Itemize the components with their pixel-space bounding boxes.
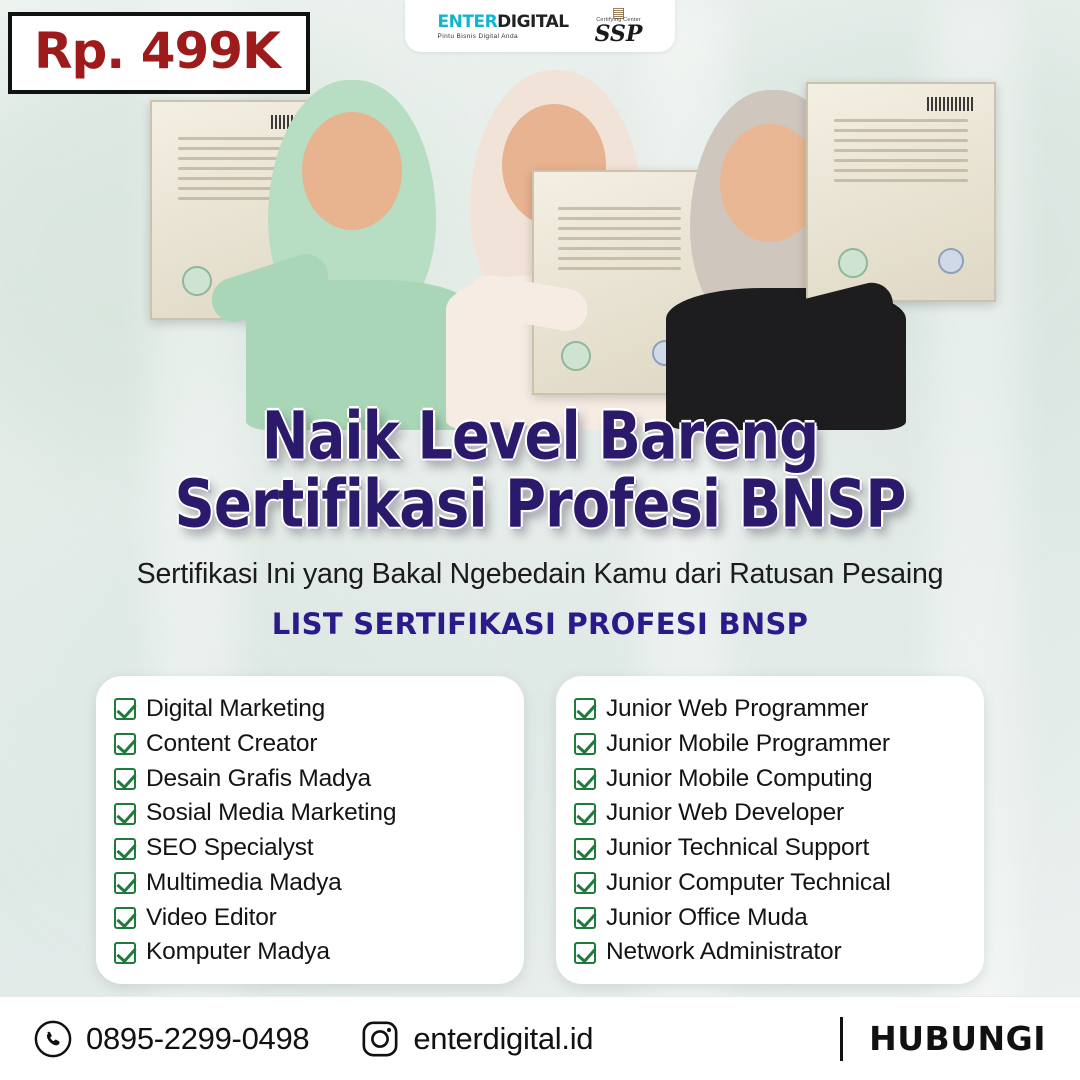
- price-badge: [8, 12, 310, 94]
- check-icon: [574, 803, 596, 825]
- price-badge-label: Rp. 499K: [34, 22, 280, 80]
- check-icon: [574, 942, 596, 964]
- list-item-label: Junior Mobile Programmer: [606, 729, 890, 757]
- list-item: [574, 727, 966, 762]
- list-item: [574, 692, 966, 727]
- list-item-label: Junior Web Developer: [606, 799, 844, 827]
- list-item: [114, 866, 506, 901]
- enterdigital-logo-pre: ENTER: [437, 12, 498, 32]
- list-item-label: Network Administrator: [606, 938, 842, 966]
- enterdigital-logo: [438, 12, 569, 40]
- instagram-handle: enterdigital.id: [413, 1020, 594, 1056]
- list-item: [114, 831, 506, 866]
- list-item: [114, 692, 506, 727]
- list-item: [574, 796, 966, 831]
- list-item: [114, 762, 506, 797]
- list-item-label: Sosial Media Marketing: [146, 799, 397, 827]
- book-icon: ▤: [611, 3, 626, 20]
- person-right: [680, 70, 1040, 430]
- check-icon: [574, 733, 596, 755]
- headline-block: [0, 398, 1080, 641]
- person-left: [150, 70, 490, 430]
- certificate-seal: [561, 341, 591, 371]
- list-item: [574, 935, 966, 970]
- certification-list-right: [556, 676, 984, 984]
- enterdigital-tagline: Pintu Bisnis Digital Anda: [437, 33, 518, 40]
- certification-lists: [96, 676, 984, 984]
- list-item-label: Junior Computer Technical: [606, 868, 891, 896]
- footer-divider: [840, 1017, 843, 1061]
- ssp-logo: [594, 3, 643, 48]
- check-icon: [114, 907, 136, 929]
- check-icon: [114, 838, 136, 860]
- list-item: [574, 901, 966, 936]
- ssp-logo-main: SSP: [594, 21, 643, 48]
- list-item-label: Multimedia Madya: [146, 868, 342, 896]
- list-item-label: Junior Technical Support: [606, 834, 870, 862]
- certificate-stamp: [938, 248, 964, 274]
- person-right-face: [720, 124, 820, 242]
- check-icon: [114, 942, 136, 964]
- check-icon: [114, 733, 136, 755]
- logo-bar: [405, 0, 675, 52]
- list-item-label: Junior Web Programmer: [606, 695, 869, 722]
- certificate-barcode: [927, 97, 975, 111]
- certificate-lines: [834, 119, 968, 189]
- certification-list-left: [96, 676, 524, 984]
- list-item: [574, 866, 966, 901]
- enterdigital-logo-post: DIGITAL: [497, 12, 569, 32]
- list-item-label: Komputer Madya: [146, 938, 330, 966]
- check-icon: [114, 803, 136, 825]
- footer-contact-bar: [0, 996, 1080, 1080]
- cta-label[interactable]: HUBUNGI: [869, 1019, 1046, 1058]
- phone-icon: [34, 1020, 72, 1058]
- list-item-label: Junior Mobile Computing: [606, 764, 873, 792]
- list-item-label: SEO Specialyst: [146, 834, 314, 862]
- phone-contact[interactable]: [34, 1020, 309, 1058]
- certificate-seal: [182, 266, 212, 296]
- list-item-label: Content Creator: [146, 729, 318, 757]
- certificate-seal: [838, 248, 868, 278]
- list-item: [114, 796, 506, 831]
- phone-number: 0895-2299-0498: [86, 1020, 310, 1056]
- check-icon: [114, 698, 136, 720]
- list-title: LIST SERTIFIKASI PROFESI BNSP: [271, 607, 809, 641]
- instagram-contact[interactable]: [361, 1020, 593, 1058]
- list-item: [114, 935, 506, 970]
- instagram-icon: [361, 1020, 399, 1058]
- check-icon: [574, 907, 596, 929]
- list-item-label: Video Editor: [146, 903, 277, 931]
- check-icon: [574, 838, 596, 860]
- list-item: [114, 727, 506, 762]
- ssp-logo-top: Certifying Center: [596, 16, 641, 23]
- list-item-label: Junior Office Muda: [606, 903, 808, 931]
- headline-line-1: Naik Level Bareng: [261, 398, 819, 475]
- check-icon: [114, 872, 136, 894]
- list-item: [574, 831, 966, 866]
- list-item-label: Desain Grafis Madya: [146, 764, 371, 792]
- list-item: [574, 762, 966, 797]
- headline-line-2: Sertifikasi Profesi BNSP: [174, 466, 906, 543]
- check-icon: [574, 872, 596, 894]
- list-item-label: Digital Marketing: [146, 695, 326, 722]
- list-item: [114, 901, 506, 936]
- person-left-face: [302, 112, 402, 230]
- people-photo-band: [0, 70, 1080, 430]
- certificate-lines: [558, 207, 681, 277]
- check-icon: [574, 698, 596, 720]
- check-icon: [114, 768, 136, 790]
- certificate-right: [806, 82, 996, 302]
- subheadline: Sertifikasi Ini yang Bakal Ngebedain Kamu dari Ratusan Pesaing: [136, 558, 944, 590]
- check-icon: [574, 768, 596, 790]
